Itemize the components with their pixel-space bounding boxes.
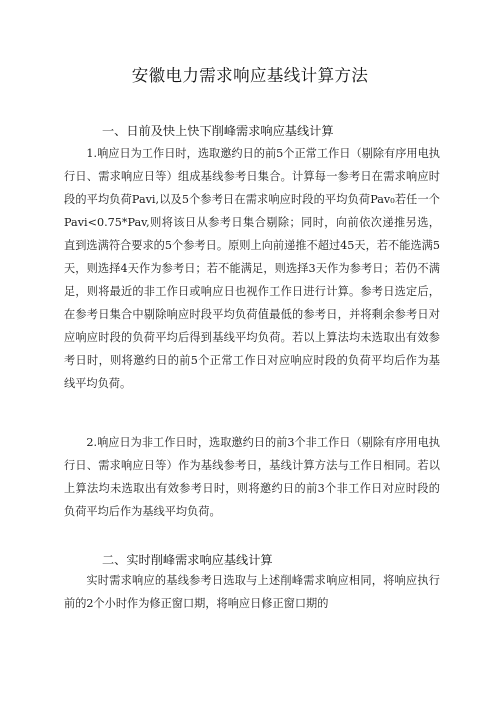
- paragraph-1: 1.响应日为工作日时，选取邀约日的前5个正常工作日（剔除有序用电执行日、需求响应日等）组成基线参考日集合。计算每一参考日在需求响应时段的平均负荷Pavi,以及5个参考日在需求响应时段的平均负荷Pav₀若任一个Pavi<0.75*Pav,则将该日从参考日集合剔除；同时，向前依次递推另选，直到选满符合要求的5个参考日。原则上向前递推不超过45天，若不能选满5天，则选择4天作为参考日；若不能满足，则选择3天作为参考日；若仍不满足，则将最近的非工作日或响应日也视作工作日进行计算。参考日选定后，在参考日集合中剔除响应时段平均负荷值最低的参考日，并将剩余参考日对应响应时段的负荷平均后得到基线平均负荷。若以上算法均未选取出有效参考日时，则将邀约日的前5个正常工作日对应响应时段的负荷平均后作为基线平均负荷。: [64, 147, 440, 390]
- document-title: 安徽电力需求响应基线计算方法: [131, 66, 369, 85]
- section-heading-2: 二、实时削峰需求响应基线计算: [102, 553, 273, 567]
- section-heading-1: 一、日前及快上快下削峰需求响应基线计算: [102, 124, 334, 138]
- paragraph-2: 2.响应日为非工作日时，选取邀约日的前3个非工作日（剔除有序用电执行日、需求响应日等）作为基线参考日，基线计算方法与工作日相同。若以上算法均未选取出有效参考日时，则将邀约日的前3个非工作日对应时段的负荷平均后作为基线平均负荷。: [64, 436, 440, 518]
- paragraph-3: 实时需求响应的基线参考日选取与上述削峰需求响应相同，将响应执行前的2个小时作为修正窗口期，将响应日修正窗口期的: [64, 574, 440, 610]
